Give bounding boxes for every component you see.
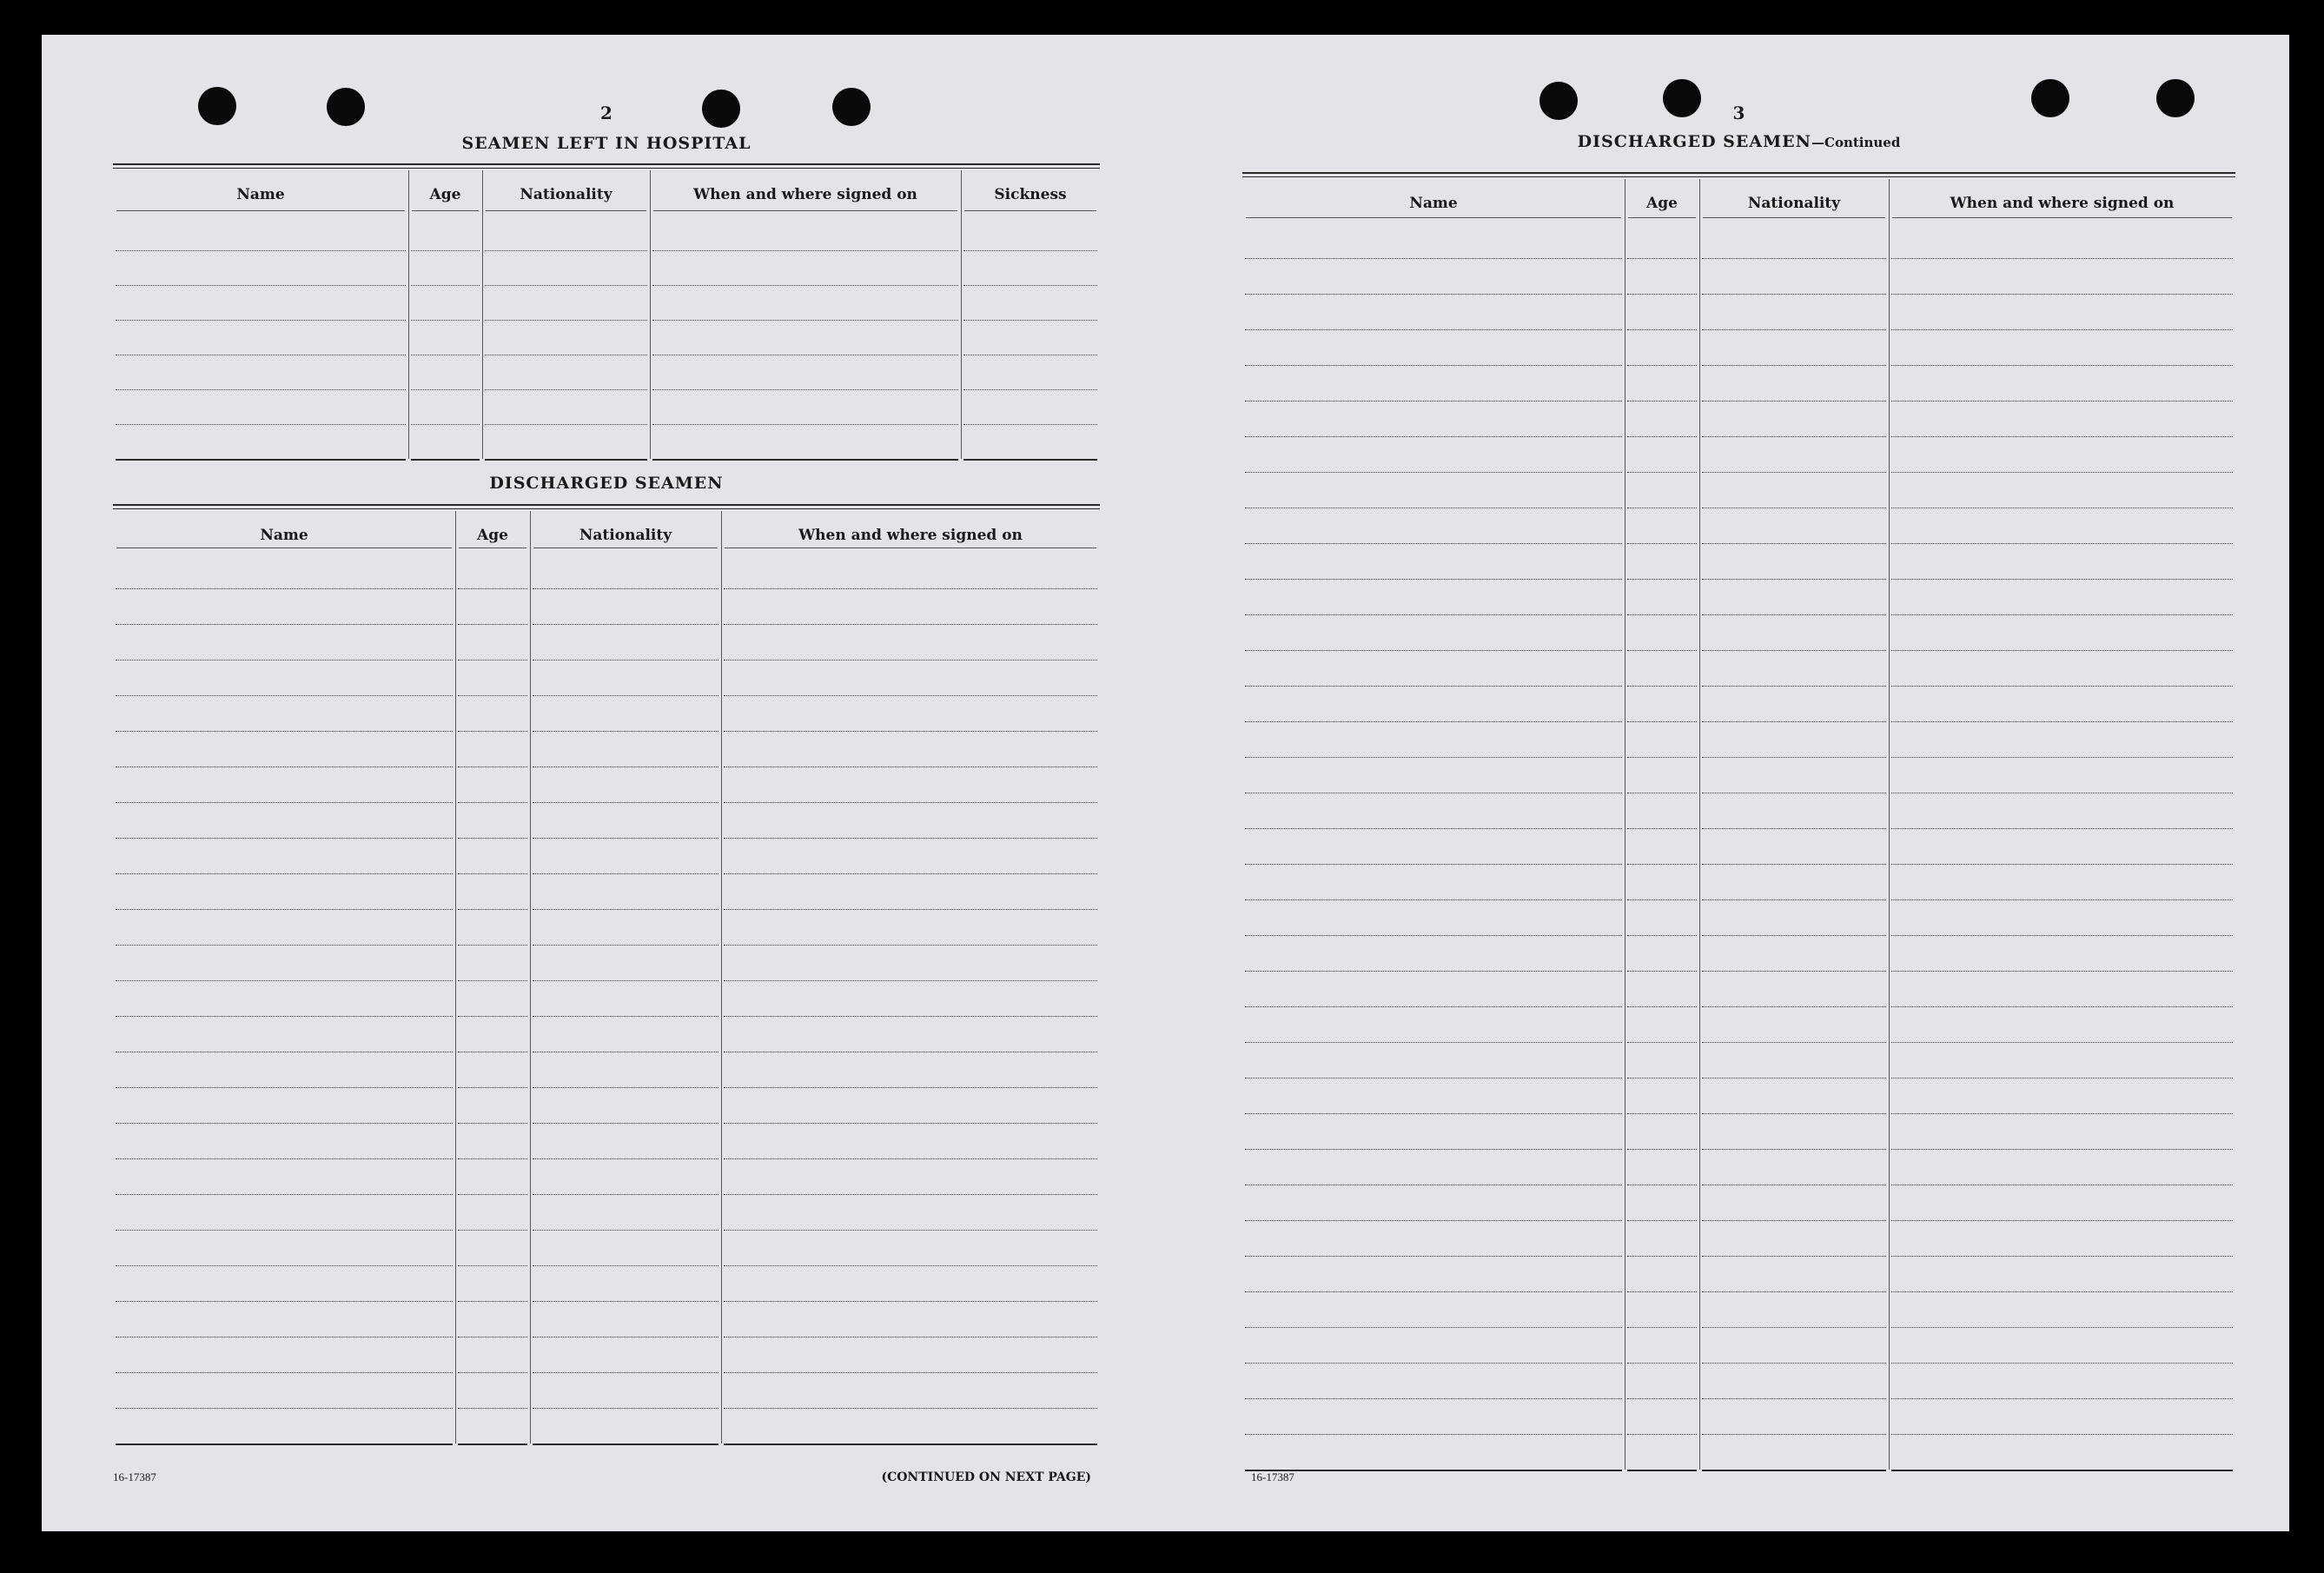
column-header: Name xyxy=(236,186,285,203)
ledger-row-line xyxy=(1245,686,1622,687)
ledger-row-line xyxy=(1891,1327,2233,1328)
ledger-row-line xyxy=(116,624,453,625)
ledger-row-line xyxy=(116,1016,453,1017)
column-divider xyxy=(650,170,651,459)
column-header: Name xyxy=(260,527,308,544)
discharged-continued-title xyxy=(1242,132,2235,151)
ledger-row-line xyxy=(1702,1434,1886,1435)
ledger-row-line xyxy=(1245,614,1622,615)
ledger-row-line xyxy=(1891,436,2233,437)
ledger-row-line xyxy=(533,1408,718,1409)
ledger-row-line xyxy=(116,838,453,839)
ledger-row-line xyxy=(458,1301,527,1302)
ledger-row-line xyxy=(1627,1363,1697,1364)
ledger-row-line xyxy=(533,1123,718,1124)
ledger-row-line xyxy=(116,1265,453,1266)
ledger-row-line xyxy=(116,285,406,286)
ledger-row-line xyxy=(1702,401,1886,402)
ledger-row-line xyxy=(1702,1327,1886,1328)
ledger-row-line xyxy=(1627,579,1697,580)
ledger-row-line xyxy=(533,1372,718,1373)
ledger-row-line xyxy=(724,1087,1097,1088)
ledger-row-line xyxy=(458,909,527,910)
ledger-row-line xyxy=(1627,935,1697,936)
ledger-row-line xyxy=(1702,579,1886,580)
ledger-row-line xyxy=(1891,365,2233,366)
header-underline xyxy=(1703,217,1885,218)
ledger-row-line xyxy=(1891,1434,2233,1435)
ledger-row-line xyxy=(1702,329,1886,330)
column-header: When and where signed on xyxy=(1950,195,2175,212)
ledger-row-line xyxy=(533,695,718,696)
ledger-row-line xyxy=(116,695,453,696)
ledger-row-line xyxy=(116,873,453,874)
column-header: Name xyxy=(1409,195,1458,212)
ledger-row-line xyxy=(724,1372,1097,1373)
ledger-row-line xyxy=(1702,1398,1886,1399)
ledger-row-line xyxy=(1245,721,1622,722)
ledger-row-line xyxy=(1891,864,2233,865)
ledger-row-line xyxy=(1245,579,1622,580)
ledger-row-line xyxy=(1245,1256,1622,1257)
continued-note: (CONTINUED ON NEXT PAGE) xyxy=(881,1470,1091,1484)
ledger-row-line xyxy=(533,909,718,910)
column-divider xyxy=(1889,179,1890,1470)
ledger-row-line xyxy=(1245,1434,1622,1435)
ledger-row-line xyxy=(458,1158,527,1159)
ledger-row-line xyxy=(1891,543,2233,544)
ledger-row-line xyxy=(485,459,647,461)
ledger-row-line xyxy=(1627,1113,1697,1114)
ledger-row-line xyxy=(116,980,453,981)
ledger-row-line xyxy=(963,424,1097,425)
ledger-row-line xyxy=(411,285,480,286)
section-rule xyxy=(113,504,1100,509)
ledger-row-line xyxy=(1891,1006,2233,1007)
header-underline xyxy=(1628,217,1696,218)
column-header: Nationality xyxy=(579,527,672,544)
ledger-row-line xyxy=(1627,1291,1697,1292)
ledger-row-line xyxy=(1627,1078,1697,1079)
section-rule xyxy=(113,163,1100,169)
right-page xyxy=(1242,35,2235,1531)
scanned-form xyxy=(42,35,2289,1531)
ledger-row-line xyxy=(116,1158,453,1159)
ledger-row-line xyxy=(1702,1113,1886,1114)
ledger-row-line xyxy=(1627,1470,1697,1471)
ledger-row-line xyxy=(1245,1149,1622,1150)
ledger-row-line xyxy=(533,1087,718,1088)
column-header: Nationality xyxy=(1747,195,1841,212)
ledger-row-line xyxy=(1245,1006,1622,1007)
ledger-row-line xyxy=(533,1194,718,1195)
ledger-row-line xyxy=(724,909,1097,910)
ledger-row-line xyxy=(1627,1042,1697,1043)
section-rule xyxy=(1242,172,2235,177)
ledger-row-line xyxy=(411,389,480,390)
ledger-row-line xyxy=(458,1016,527,1017)
ledger-row-line xyxy=(533,945,718,946)
ledger-row-line xyxy=(458,802,527,803)
discharged-section-title: DISCHARGED SEAMEN xyxy=(489,474,724,493)
ledger-row-line xyxy=(1702,899,1886,900)
ledger-row-line xyxy=(1702,721,1886,722)
ledger-row-line xyxy=(1891,1113,2233,1114)
ledger-row-line xyxy=(1891,614,2233,615)
discharged-continued-ledger xyxy=(1242,179,2235,1483)
ledger-row-line xyxy=(724,1301,1097,1302)
ledger-row-line xyxy=(1627,614,1697,615)
ledger-row-line xyxy=(1245,1113,1622,1114)
column-header: When and where signed on xyxy=(693,186,917,203)
ledger-row-line xyxy=(1891,721,2233,722)
ledger-row-line xyxy=(724,1408,1097,1409)
column-divider xyxy=(530,511,531,1444)
ledger-row-line xyxy=(116,1230,453,1231)
ledger-row-line xyxy=(1702,828,1886,829)
ledger-row-line xyxy=(458,1123,527,1124)
ledger-row-line xyxy=(1891,686,2233,687)
ledger-row-line xyxy=(116,731,453,732)
ledger-row-line xyxy=(724,731,1097,732)
ledger-row-line xyxy=(116,1301,453,1302)
ledger-row-line xyxy=(1245,1042,1622,1043)
ledger-row-line xyxy=(116,1123,453,1124)
form-number: 16-17387 xyxy=(113,1470,156,1483)
ledger-row-line xyxy=(458,873,527,874)
ledger-row-line xyxy=(1891,401,2233,402)
ledger-row-line xyxy=(1627,543,1697,544)
ledger-row-line xyxy=(1245,1363,1622,1364)
header-underline xyxy=(412,210,479,211)
ledger-row-line xyxy=(116,588,453,589)
ledger-row-line xyxy=(1627,1327,1697,1328)
ledger-row-line xyxy=(1891,1398,2233,1399)
column-header: Nationality xyxy=(520,186,612,203)
ledger-row-line xyxy=(533,1230,718,1231)
section-subtitle: —Continued xyxy=(1811,135,1901,150)
ledger-row-line xyxy=(724,945,1097,946)
ledger-row-line xyxy=(1627,1256,1697,1257)
ledger-row-line xyxy=(724,980,1097,981)
ledger-row-line xyxy=(1702,686,1886,687)
ledger-row-line xyxy=(1891,1256,2233,1257)
ledger-row-line xyxy=(533,980,718,981)
ledger-row-line xyxy=(1627,436,1697,437)
ledger-row-line xyxy=(458,588,527,589)
ledger-row-line xyxy=(1702,1078,1886,1079)
ledger-row-line xyxy=(724,1230,1097,1231)
ledger-row-line xyxy=(1245,472,1622,473)
ledger-row-line xyxy=(533,1158,718,1159)
ledger-row-line xyxy=(1627,650,1697,651)
ledger-row-line xyxy=(1891,1363,2233,1364)
column-header: Age xyxy=(1646,195,1678,212)
ledger-row-line xyxy=(1627,721,1697,722)
ledger-row-line xyxy=(116,802,453,803)
ledger-row-line xyxy=(1627,686,1697,687)
ledger-row-line xyxy=(724,1016,1097,1017)
ledger-row-line xyxy=(485,424,647,425)
header-underline xyxy=(1246,217,1621,218)
ledger-row-line xyxy=(533,1016,718,1017)
ledger-row-line xyxy=(458,980,527,981)
ledger-row-line xyxy=(1627,1006,1697,1007)
ledger-row-line xyxy=(1891,935,2233,936)
ledger-row-line xyxy=(1245,365,1622,366)
ledger-row-line xyxy=(1702,864,1886,865)
column-divider xyxy=(408,170,409,459)
ledger-row-line xyxy=(458,1372,527,1373)
ledger-row-line xyxy=(1702,1149,1886,1150)
page-number: 2 xyxy=(600,103,612,123)
ledger-row-line xyxy=(533,838,718,839)
ledger-row-line xyxy=(1245,971,1622,972)
column-header: Age xyxy=(477,527,508,544)
ledger-row-line xyxy=(1627,258,1697,259)
ledger-row-line xyxy=(1702,971,1886,972)
ledger-row-line xyxy=(1627,472,1697,473)
column-divider xyxy=(482,170,483,459)
section-title-text: DISCHARGED SEAMEN xyxy=(1577,132,1811,151)
ledger-row-line xyxy=(1245,828,1622,829)
ledger-row-line xyxy=(533,624,718,625)
ledger-row-line xyxy=(724,695,1097,696)
ledger-row-line xyxy=(1627,828,1697,829)
ledger-row-line xyxy=(1702,543,1886,544)
ledger-row-line xyxy=(1891,1042,2233,1043)
ledger-row-line xyxy=(1627,864,1697,865)
ledger-row-line xyxy=(1245,436,1622,437)
ledger-row-line xyxy=(1245,1470,1622,1471)
ledger-row-line xyxy=(1627,971,1697,972)
ledger-row-line xyxy=(724,1123,1097,1124)
ledger-row-line xyxy=(116,424,406,425)
ledger-row-line xyxy=(1891,757,2233,758)
ledger-row-line xyxy=(116,320,406,321)
column-divider xyxy=(721,511,722,1444)
ledger-row-line xyxy=(458,1444,527,1445)
ledger-row-line xyxy=(458,1230,527,1231)
ledger-row-line xyxy=(1891,258,2233,259)
ledger-row-line xyxy=(963,459,1097,461)
ledger-row-line xyxy=(1891,329,2233,330)
ledger-row-line xyxy=(1702,436,1886,437)
ledger-row-line xyxy=(485,320,647,321)
ledger-row-line xyxy=(1702,614,1886,615)
ledger-row-line xyxy=(1702,935,1886,936)
ledger-row-line xyxy=(533,802,718,803)
ledger-row-line xyxy=(411,424,480,425)
ledger-row-line xyxy=(116,1444,453,1445)
ledger-row-line xyxy=(1891,971,2233,972)
ledger-row-line xyxy=(116,389,406,390)
ledger-row-line xyxy=(652,285,958,286)
ledger-row-line xyxy=(1702,757,1886,758)
ledger-row-line xyxy=(724,588,1097,589)
column-header: Sickness xyxy=(994,186,1067,203)
ledger-row-line xyxy=(458,731,527,732)
ledger-row-line xyxy=(1627,294,1697,295)
ledger-row-line xyxy=(652,320,958,321)
ledger-row-line xyxy=(1245,650,1622,651)
ledger-row-line xyxy=(485,389,647,390)
column-divider xyxy=(961,170,962,459)
ledger-row-line xyxy=(116,1372,453,1373)
ledger-row-line xyxy=(1245,757,1622,758)
ledger-row-line xyxy=(411,250,480,251)
page-number: 3 xyxy=(1732,103,1745,123)
ledger-row-line xyxy=(963,250,1097,251)
ledger-row-line xyxy=(116,1087,453,1088)
ledger-row-line xyxy=(1627,365,1697,366)
ledger-row-line xyxy=(1245,864,1622,865)
ledger-row-line xyxy=(1891,828,2233,829)
ledger-row-line xyxy=(485,250,647,251)
ledger-row-line xyxy=(1245,1078,1622,1079)
ledger-row-line xyxy=(1702,258,1886,259)
ledger-row-line xyxy=(1891,1220,2233,1221)
ledger-row-line xyxy=(1245,294,1622,295)
column-divider xyxy=(455,511,456,1444)
ledger-row-line xyxy=(1891,899,2233,900)
ledger-row-line xyxy=(652,250,958,251)
ledger-row-line xyxy=(1702,1256,1886,1257)
ledger-row-line xyxy=(458,1087,527,1088)
ledger-row-line xyxy=(116,250,406,251)
ledger-row-line xyxy=(116,1408,453,1409)
ledger-row-line xyxy=(533,1265,718,1266)
ledger-row-line xyxy=(116,909,453,910)
ledger-row-line xyxy=(1702,1291,1886,1292)
ledger-row-line xyxy=(1891,1470,2233,1471)
ledger-row-line xyxy=(724,1444,1097,1445)
column-header: Age xyxy=(429,186,461,203)
hospital-section-title: SEAMEN LEFT IN HOSPITAL xyxy=(461,134,751,153)
header-underline xyxy=(964,210,1096,211)
ledger-row-line xyxy=(116,1194,453,1195)
ledger-row-line xyxy=(1891,579,2233,580)
ledger-row-line xyxy=(458,838,527,839)
ledger-row-line xyxy=(724,873,1097,874)
header-underline xyxy=(1892,217,2232,218)
ledger-row-line xyxy=(1702,1006,1886,1007)
ledger-row-line xyxy=(724,1158,1097,1159)
ledger-row-line xyxy=(1891,1291,2233,1292)
ledger-row-line xyxy=(533,1301,718,1302)
ledger-row-line xyxy=(652,424,958,425)
ledger-row-line xyxy=(458,1265,527,1266)
ledger-row-line xyxy=(1245,1291,1622,1292)
ledger-row-line xyxy=(116,459,406,461)
ledger-row-line xyxy=(411,459,480,461)
ledger-row-line xyxy=(963,389,1097,390)
ledger-row-line xyxy=(1627,329,1697,330)
ledger-row-line xyxy=(1702,365,1886,366)
ledger-row-line xyxy=(1702,1470,1886,1471)
ledger-row-line xyxy=(724,838,1097,839)
ledger-row-line xyxy=(1627,757,1697,758)
ledger-row-line xyxy=(1245,899,1622,900)
ledger-row-line xyxy=(1627,1398,1697,1399)
ledger-row-line xyxy=(1702,1220,1886,1221)
ledger-row-line xyxy=(533,873,718,874)
ledger-row-line xyxy=(1702,1363,1886,1364)
ledger-row-line xyxy=(1702,472,1886,473)
ledger-row-line xyxy=(1891,1149,2233,1150)
ledger-row-line xyxy=(1245,1220,1622,1221)
ledger-row-line xyxy=(1245,329,1622,330)
ledger-row-line xyxy=(1245,1398,1622,1399)
ledger-row-line xyxy=(1245,543,1622,544)
ledger-row-line xyxy=(1627,1220,1697,1221)
ledger-row-line xyxy=(963,285,1097,286)
ledger-row-line xyxy=(724,1194,1097,1195)
ledger-row-line xyxy=(652,459,958,461)
ledger-row-line xyxy=(1245,935,1622,936)
ledger-row-line xyxy=(533,731,718,732)
ledger-row-line xyxy=(1891,1078,2233,1079)
ledger-row-line xyxy=(485,285,647,286)
ledger-row-line xyxy=(458,1408,527,1409)
ledger-row-line xyxy=(724,1265,1097,1266)
ledger-row-line xyxy=(458,1194,527,1195)
ledger-row-line xyxy=(533,588,718,589)
ledger-row-line xyxy=(458,945,527,946)
ledger-row-line xyxy=(458,624,527,625)
discharged-ledger xyxy=(113,511,1100,1502)
ledger-row-line xyxy=(1702,650,1886,651)
ledger-row-line xyxy=(1627,401,1697,402)
left-page xyxy=(113,35,1100,1531)
header-underline xyxy=(486,210,646,211)
column-divider xyxy=(1699,179,1700,1470)
hospital-ledger xyxy=(113,170,1100,492)
ledger-row-line xyxy=(1891,472,2233,473)
ledger-row-line xyxy=(533,1444,718,1445)
ledger-row-line xyxy=(116,945,453,946)
ledger-row-line xyxy=(1245,1327,1622,1328)
ledger-row-line xyxy=(1891,650,2233,651)
ledger-row-line xyxy=(458,695,527,696)
ledger-row-line xyxy=(1627,1434,1697,1435)
ledger-row-line xyxy=(1245,401,1622,402)
ledger-row-line xyxy=(411,320,480,321)
ledger-row-line xyxy=(1627,1149,1697,1150)
ledger-row-line xyxy=(1245,258,1622,259)
ledger-row-line xyxy=(1702,1042,1886,1043)
header-underline xyxy=(116,210,405,211)
ledger-row-line xyxy=(652,389,958,390)
ledger-row-line xyxy=(963,320,1097,321)
header-underline xyxy=(653,210,957,211)
ledger-row-line xyxy=(1891,294,2233,295)
ledger-row-line xyxy=(1702,294,1886,295)
form-number: 16-17387 xyxy=(1251,1470,1294,1483)
ledger-row-line xyxy=(1627,899,1697,900)
ledger-row-line xyxy=(724,802,1097,803)
ledger-row-line xyxy=(724,624,1097,625)
column-header: When and where signed on xyxy=(798,527,1023,544)
